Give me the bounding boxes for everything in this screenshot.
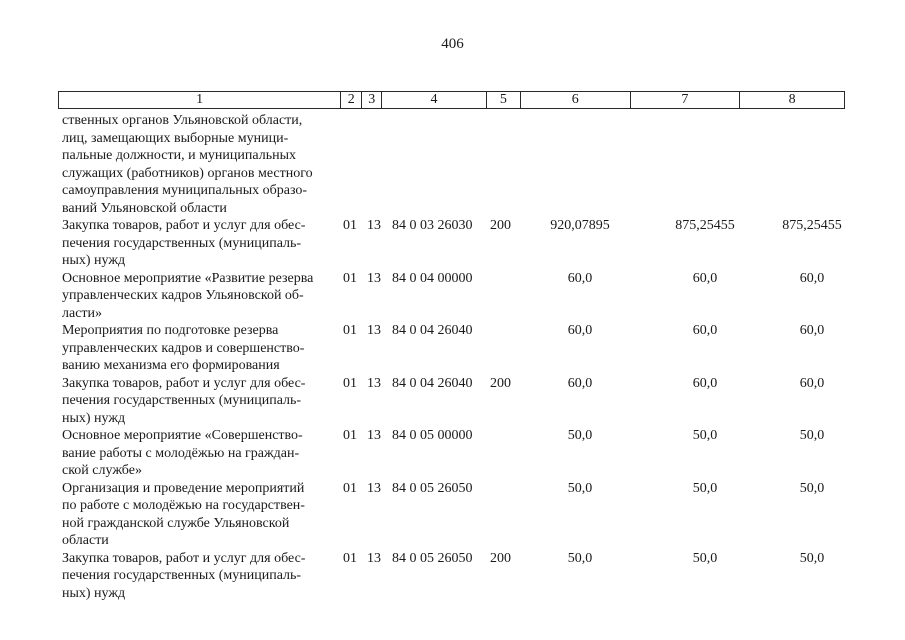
amount-col-8: 50,0	[799, 550, 825, 566]
header-cell-1: 1	[59, 92, 341, 108]
header-cell-3: 3	[362, 92, 382, 108]
header-cell-5: 5	[487, 92, 521, 108]
description-line: Закупка товаров, работ и услуг для обес-	[62, 218, 306, 233]
description-line: Основное мероприятие «Совершенство-	[62, 428, 303, 443]
header-cell-8: 8	[788, 92, 796, 107]
page-number: 406	[441, 36, 464, 52]
expense-type-code: 200	[490, 218, 511, 233]
description-line: служащих (работников) органов местного	[62, 165, 313, 181]
amount-col-8: 875,25455	[782, 218, 842, 233]
amount-col-6: 50,0	[567, 428, 593, 443]
section-code: 01	[343, 375, 357, 391]
description-line: Закупка товаров, работ и услуг для обес-	[62, 550, 306, 566]
subsection-code: 13	[367, 270, 381, 286]
subsection-code: 13	[367, 375, 381, 391]
subsection-code: 13	[367, 480, 381, 496]
amount-col-8: 60,0	[799, 270, 825, 286]
amount-col-6: 60,0	[567, 375, 593, 391]
table-row	[62, 322, 852, 375]
table-row	[62, 480, 852, 550]
amount-col-7: 50,0	[692, 428, 718, 443]
amount-col-6: 60,0	[567, 270, 593, 286]
header-cell-6: 6	[521, 92, 631, 108]
row-description	[62, 550, 337, 603]
description-line: Основное мероприятие «Развитие резерва	[62, 270, 314, 286]
description-line: печения государственных (муниципаль-	[62, 568, 302, 583]
description-line: пальные должности, и муниципальных	[62, 148, 296, 163]
subsection-code: 13	[367, 428, 381, 443]
description-line: печения государственных (муниципаль-	[62, 393, 302, 408]
amount-col-7: 60,0	[692, 270, 718, 286]
description-line: ственных органов Ульяновской области,	[62, 113, 303, 128]
table-row	[62, 375, 852, 428]
table-row	[62, 270, 852, 323]
description-line: самоуправления муниципальных образо-	[62, 183, 308, 198]
expense-type-code: 200	[490, 550, 511, 566]
subsection-code: 13	[367, 218, 381, 233]
description-line: по работе с молодёжью на государствен-	[62, 498, 305, 513]
description-line: лиц, замещающих выборные муници-	[62, 130, 289, 146]
target-article-code: 84 0 04 26040	[392, 375, 473, 391]
row-description	[62, 480, 337, 550]
section-code: 01	[343, 323, 357, 338]
amount-col-7: 60,0	[692, 323, 718, 338]
description-line: Мероприятия по подготовке резерва	[62, 323, 279, 338]
header-cell-2: 2	[341, 92, 362, 108]
description-line: печения государственных (муниципаль-	[62, 235, 302, 251]
row-description	[62, 270, 337, 323]
description-line: ласти»	[62, 305, 103, 321]
header-cell-7: 7	[631, 92, 741, 108]
expense-type-code: 200	[490, 375, 511, 391]
header-cell-4: 4	[382, 92, 487, 108]
amount-col-8: 50,0	[799, 428, 825, 443]
target-article-code: 84 0 04 26040	[392, 323, 473, 338]
row-description	[62, 427, 337, 480]
target-article-code: 84 0 05 26050	[392, 550, 473, 566]
amount-col-7: 60,0	[692, 375, 718, 391]
table-row	[62, 550, 852, 603]
description-line: Организация и проведение мероприятий	[62, 480, 305, 496]
row-description	[62, 375, 337, 428]
amount-col-6: 50,0	[567, 480, 593, 496]
section-code: 01	[343, 428, 357, 443]
row-description	[62, 322, 337, 375]
description-line: ской службе»	[62, 463, 142, 478]
description-line: ных) нужд	[62, 585, 126, 601]
amount-col-8: 60,0	[799, 323, 825, 338]
table-body	[62, 112, 852, 602]
target-article-code: 84 0 04 00000	[392, 270, 473, 286]
description-line: ваний Ульяновской области	[62, 200, 227, 216]
section-code: 01	[343, 550, 357, 566]
table-row	[62, 217, 852, 270]
target-article-code: 84 0 03 26030	[392, 218, 473, 233]
description-line: области	[62, 533, 109, 548]
amount-col-6: 60,0	[567, 323, 593, 338]
description-line: ных) нужд	[62, 253, 126, 268]
section-code: 01	[343, 218, 357, 233]
description-line: ных) нужд	[62, 410, 126, 426]
section-code: 01	[343, 480, 357, 496]
description-line: ванию механизма его формирования	[62, 358, 280, 373]
subsection-code: 13	[367, 323, 381, 338]
amount-col-7: 50,0	[692, 480, 718, 496]
description-line: управленческих кадров Ульяновской об-	[62, 288, 304, 303]
amount-col-8: 50,0	[799, 480, 825, 496]
section-code: 01	[343, 270, 357, 286]
description-line: вание работы с молодёжью на граждан-	[62, 445, 300, 461]
amount-col-7: 50,0	[692, 550, 718, 566]
subsection-code: 13	[367, 550, 381, 566]
amount-col-8: 60,0	[799, 375, 825, 391]
amount-col-6: 920,07895	[550, 218, 610, 233]
row-description	[62, 112, 337, 217]
target-article-code: 84 0 05 00000	[392, 428, 473, 443]
target-article-code: 84 0 05 26050	[392, 480, 473, 496]
description-line: ной гражданской службе Ульяновской	[62, 515, 290, 531]
row-description	[62, 217, 337, 270]
table-row	[62, 112, 852, 217]
table-header	[58, 91, 845, 109]
description-line: управленческих кадров и совершенство-	[62, 340, 305, 356]
amount-col-7: 875,25455	[675, 218, 735, 233]
description-line: Закупка товаров, работ и услуг для обес-	[62, 375, 306, 391]
table-row	[62, 427, 852, 480]
amount-col-6: 50,0	[567, 550, 593, 566]
